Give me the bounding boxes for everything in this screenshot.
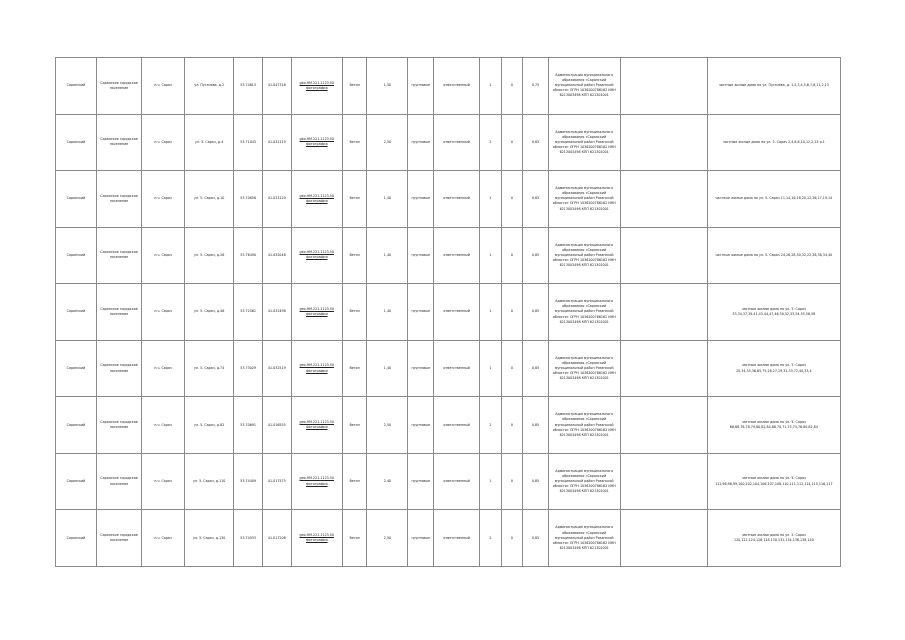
cell-lon: 41.017208 <box>262 510 291 567</box>
cell-owner: Саранское городское поселение <box>96 114 141 171</box>
cell-address: ул. 5. Сарач, д.10 <box>185 171 234 228</box>
cell-type: грунтовые <box>408 58 434 115</box>
cell-empty <box>620 453 707 510</box>
cell-admin: Администрация муниципального образования «Саранский муниципальный район Рязанской области» ОГРН 1036200786162 ИНН 6213003498 КПП 621301001 <box>548 453 620 510</box>
cell-link[interactable] <box>291 227 342 284</box>
cell-lon: 41.017575 <box>262 453 291 510</box>
cell-empty <box>620 227 707 284</box>
cell-area: 1,40 <box>367 340 408 397</box>
cell-holder: ответственный <box>434 227 480 284</box>
map-link[interactable]: geo.HM.221.1123.50 фотография <box>299 476 335 486</box>
cell-link[interactable] <box>291 284 342 341</box>
cell-lon: 41.033120 <box>262 171 291 228</box>
cell-cnt_a: 2 <box>480 114 502 171</box>
cell-admin: Администрация муниципального образования «Саранский муниципальный район Рязанской области» ОГРН 1036200786162 ИНН 6213003498 КПП 621301001 <box>548 340 620 397</box>
cell-link[interactable] <box>291 171 342 228</box>
cell-area: 1,40 <box>367 171 408 228</box>
cell-owner: Саранское городское поселение <box>96 284 141 341</box>
cell-locality: п.ч. Сарач <box>142 227 185 284</box>
cell-surface: бетон <box>342 114 367 171</box>
cell-address: ул. 5. Сарач, д.82 <box>185 397 234 454</box>
cell-cnt_a: 1 <box>480 227 502 284</box>
cell-type: грунтовые <box>408 114 434 171</box>
cell-type: грунтовые <box>408 340 434 397</box>
cell-link[interactable] <box>291 58 342 115</box>
cell-admin: Администрация муниципального образования «Саранский муниципальный район Рязанской области» ОГРН 1036200786162 ИНН 6213003498 КПП 621301001 <box>548 284 620 341</box>
cell-owner: Саранское городское поселение <box>96 340 141 397</box>
cell-link[interactable] <box>291 397 342 454</box>
cell-address: ул. 5. Сарач, д.28 <box>185 227 234 284</box>
cell-type: грунтовые <box>408 171 434 228</box>
cell-src: частные жилые дома по ул. 5. Сарач 24,26,28,30,32,22,36,38,34,40 <box>707 227 840 284</box>
cell-surface: бетон <box>342 510 367 567</box>
cell-lat: 53.74613 <box>234 58 263 115</box>
cell-admin: Администрация муниципального образования «Саранский муниципальный район Рязанской области» ОГРН 1036200786162 ИНН 6213003498 КПП 621301001 <box>548 397 620 454</box>
cell-lon: 41.032119 <box>262 114 291 171</box>
cell-lat: 53.71043 <box>234 114 263 171</box>
cell-cnt_a: 2 <box>480 510 502 567</box>
cell-lon: 41.047316 <box>262 58 291 115</box>
cell-cnt_b: 0 <box>501 397 523 454</box>
cell-link[interactable] <box>291 114 342 171</box>
cell-holder: ответственный <box>434 397 480 454</box>
cell-area: 2,50 <box>367 510 408 567</box>
cell-lon: 41.032048 <box>262 227 291 284</box>
map-link[interactable]: geo.HM.221.1123.50 фотография <box>299 193 335 203</box>
cell-link[interactable] <box>291 453 342 510</box>
cell-cnt_b: 0 <box>501 284 523 341</box>
cell-place: Саранский <box>56 171 97 228</box>
table-row <box>56 171 841 228</box>
cell-empty <box>620 58 707 115</box>
cell-cap: 0,85 <box>523 227 549 284</box>
cell-address: ул. Пугачева, д.2 <box>185 58 234 115</box>
cell-cap: 0,85 <box>523 397 549 454</box>
cell-area: 1,40 <box>367 284 408 341</box>
cell-cnt_b: 0 <box>501 227 523 284</box>
cell-owner: Саранское городское поселение <box>96 227 141 284</box>
cell-cnt_a: 1 <box>480 340 502 397</box>
cell-admin: Администрация муниципального образования «Саранский муниципальный район Рязанской области» ОГРН 1036200786162 ИНН 6213003498 КПП 621301001 <box>548 171 620 228</box>
cell-cnt_b: 0 <box>501 340 523 397</box>
cell-type: грунтовые <box>408 227 434 284</box>
cell-src: частные жилые дома по ул. 5. Сарач 33,34,37,39,41,43,44,47,46,50,52,53,54,55,56,58 <box>707 284 840 341</box>
cell-lon: 41.032519 <box>262 340 291 397</box>
cell-cnt_a: 2 <box>480 397 502 454</box>
cell-place: Саранский <box>56 340 97 397</box>
cell-surface: бетон <box>342 453 367 510</box>
cell-surface: бетон <box>342 58 367 115</box>
cell-cnt_b: 0 <box>501 58 523 115</box>
registry-rows <box>56 58 841 567</box>
cell-admin: Администрация муниципального образования «Саранский муниципальный район Рязанской области» ОГРН 1036200786162 ИНН 6213003498 КПП 621301001 <box>548 227 620 284</box>
cell-admin: Администрация муниципального образования «Саранский муниципальный район Рязанской области» ОГРН 1036200786162 ИНН 6213003498 КПП 621301001 <box>548 58 620 115</box>
cell-area: 1,40 <box>367 227 408 284</box>
cell-cnt_a: 1 <box>480 58 502 115</box>
cell-holder: ответственный <box>434 510 480 567</box>
table-row <box>56 510 841 567</box>
cell-cap: 0,85 <box>523 510 549 567</box>
map-link[interactable]: geo.HM.221.1123.50 фотография <box>299 306 335 316</box>
cell-locality: п.ч. Сарач <box>142 58 185 115</box>
table-row <box>56 284 841 341</box>
map-link[interactable]: geo.HM.221.1123.50 фотография <box>299 250 335 260</box>
cell-holder: ответственный <box>434 58 480 115</box>
cell-cnt_a: 1 <box>480 284 502 341</box>
cell-type: грунтовые <box>408 397 434 454</box>
cell-cap: 0,85 <box>523 114 549 171</box>
cell-cnt_b: 0 <box>501 453 523 510</box>
cell-cnt_a: 1 <box>480 453 502 510</box>
cell-cap: 0,85 <box>523 340 549 397</box>
cell-link[interactable] <box>291 510 342 567</box>
cell-locality: п.ч. Сарач <box>142 397 185 454</box>
cell-src: частные жилые дома по ул. 5. Сарач 25,34,35,36,65,75,28,27,29,31,33,72,40,33,4 <box>707 340 840 397</box>
cell-place: Саранский <box>56 510 97 567</box>
cell-admin: Администрация муниципального образования «Саранский муниципальный район Рязанской области» ОГРН 1036200786162 ИНН 6213003498 КПП 621301001 <box>548 114 620 171</box>
cell-cap: 0,75 <box>523 58 549 115</box>
map-link[interactable]: geo.HM.221.1123.50 фотография <box>299 80 335 90</box>
cell-cnt_b: 0 <box>501 171 523 228</box>
cell-surface: бетон <box>342 340 367 397</box>
cell-place: Саранский <box>56 227 97 284</box>
cell-holder: ответственный <box>434 284 480 341</box>
cell-owner: Саранское городское поселение <box>96 171 141 228</box>
cell-lat: 53.73029 <box>234 340 263 397</box>
registry-table <box>55 57 841 567</box>
cell-place: Саранский <box>56 397 97 454</box>
cell-address: ул. 5. Сарач, д.46 <box>185 284 234 341</box>
cell-area: 2,50 <box>367 397 408 454</box>
cell-locality: п.ч. Сарач <box>142 510 185 567</box>
cell-address: ул. 5. Сарач, д.4 <box>185 114 234 171</box>
cell-cap: 0,85 <box>523 453 549 510</box>
map-link[interactable]: geo.HM.221.1123.50 фотография <box>299 419 335 430</box>
cell-lat: 53.72561 <box>234 284 263 341</box>
cell-locality: п.ч. Сарач <box>142 171 185 228</box>
cell-address: ул. 5. Сарач, д.130 <box>185 510 234 567</box>
map-link[interactable]: geo.HM.221.1123.50 фотография <box>299 533 335 543</box>
cell-lat: 53.76490 <box>234 227 263 284</box>
table-row <box>56 227 841 284</box>
table-row <box>56 397 841 454</box>
table-row <box>56 58 841 115</box>
cell-holder: ответственный <box>434 114 480 171</box>
cell-locality: п.ч. Сарач <box>142 114 185 171</box>
cell-area: 2,40 <box>367 453 408 510</box>
cell-surface: бетон <box>342 171 367 228</box>
cell-area: 1,50 <box>367 58 408 115</box>
cell-surface: бетон <box>342 284 367 341</box>
cell-cnt_a: 1 <box>480 171 502 228</box>
cell-lat: 53.70691 <box>234 397 263 454</box>
cell-owner: Саранское городское поселение <box>96 397 141 454</box>
cell-empty <box>620 114 707 171</box>
cell-owner: Саранское городское поселение <box>96 510 141 567</box>
map-link[interactable]: geo.HM.221.1123.50 фотография <box>299 137 335 147</box>
cell-cnt_b: 0 <box>501 114 523 171</box>
cell-address: ул. 5. Сарач, д.110 <box>185 453 234 510</box>
cell-empty <box>620 340 707 397</box>
map-link[interactable]: geo.HM.221.1123.50 фотография <box>299 363 335 373</box>
cell-src: частные жилые дома по ул. 5. Сарач 11,14,16,18,20,12,16,17,19,14 <box>707 171 840 228</box>
cell-holder: ответственный <box>434 340 480 397</box>
cell-address: ул. 5. Сарач, д.74 <box>185 340 234 397</box>
cell-locality: п.ч. Сарач <box>142 453 185 510</box>
cell-type: грунтовые <box>408 453 434 510</box>
cell-cnt_b: 0 <box>501 510 523 567</box>
cell-area: 2,50 <box>367 114 408 171</box>
cell-empty <box>620 284 707 341</box>
cell-owner: Саранское городское поселение <box>96 453 141 510</box>
cell-lon: 41.016555 <box>262 397 291 454</box>
table-row <box>56 114 841 171</box>
cell-cap: 0,85 <box>523 171 549 228</box>
cell-src: частные жилые дома по ул. 5. Сарач 111,96,98,99,100,102,104,106,107,108,110,111,112,114,115,116,117 <box>707 453 840 510</box>
cell-place: Саранский <box>56 453 97 510</box>
cell-locality: п.ч. Сарач <box>142 284 185 341</box>
cell-holder: ответственный <box>434 453 480 510</box>
cell-admin: Администрация муниципального образования «Саранский муниципальный район Рязанской области» ОГРН 1036200786162 ИНН 6213003498 КПП 621301001 <box>548 510 620 567</box>
cell-surface: бетон <box>342 397 367 454</box>
cell-src: частные жилые дома по ул. 5. Сарач 66,68,76,78,79,80,82,84,86,70,71,73,74,76,80,82,84 <box>707 397 840 454</box>
cell-lat: 53.70856 <box>234 171 263 228</box>
table-row <box>56 340 841 397</box>
cell-empty <box>620 171 707 228</box>
cell-owner: Саранское городское поселение <box>96 58 141 115</box>
cell-lon: 41.032498 <box>262 284 291 341</box>
cell-src: частные жилые дома по ул. Пугачева, д. 1,2,3,4,5,6,7,8,11,2,13 <box>707 58 840 115</box>
cell-link[interactable] <box>291 340 342 397</box>
cell-holder: ответственный <box>434 171 480 228</box>
cell-locality: п.ч. Сарач <box>142 340 185 397</box>
cell-type: грунтовые <box>408 510 434 567</box>
cell-empty <box>620 510 707 567</box>
cell-src: частные жилые дома по ул. 5. Сарач 2,4,6,8,10,12,2,13 р.1 <box>707 114 840 171</box>
cell-cap: 0,85 <box>523 284 549 341</box>
cell-place: Саранский <box>56 58 97 115</box>
cell-type: грунтовые <box>408 284 434 341</box>
cell-src: частные жилые дома по ул. 5. Сарач 120,122,124,126,128,130,132,134,136,138,140 <box>707 510 840 567</box>
cell-surface: бетон <box>342 227 367 284</box>
cell-place: Саранский <box>56 114 97 171</box>
table-row <box>56 453 841 510</box>
cell-empty <box>620 397 707 454</box>
cell-lat: 53.74409 <box>234 453 263 510</box>
cell-place: Саранский <box>56 284 97 341</box>
cell-lat: 53.74933 <box>234 510 263 567</box>
